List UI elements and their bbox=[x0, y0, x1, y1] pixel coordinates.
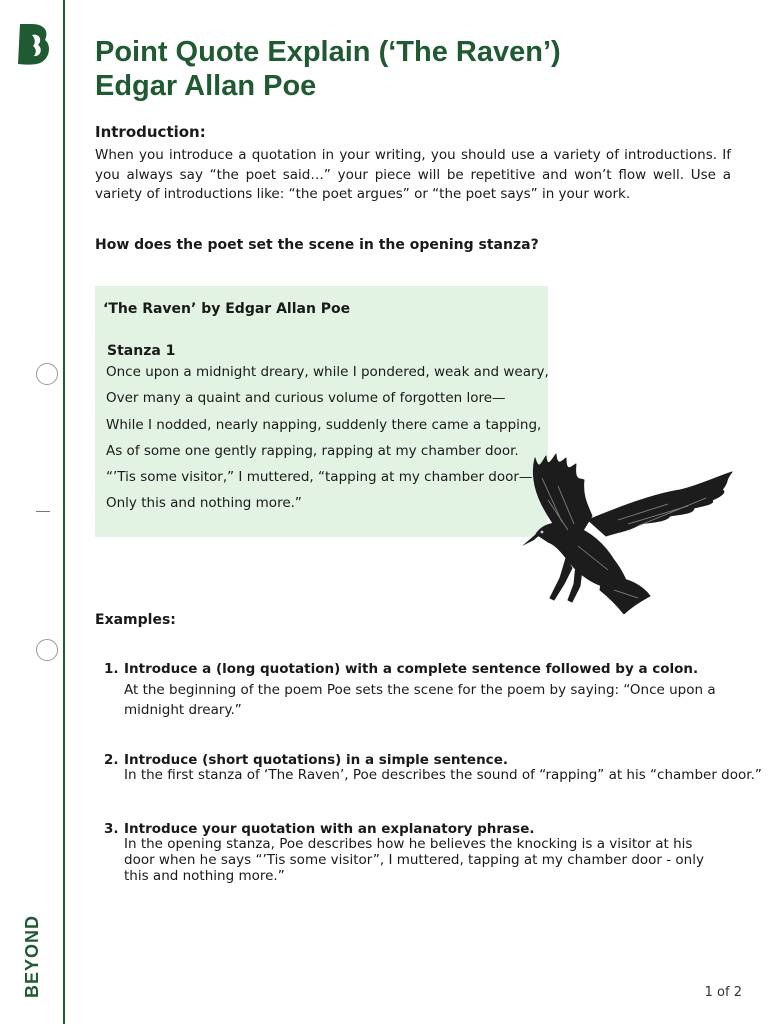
example-heading: Introduce (short quotations) in a simple sentence. bbox=[124, 752, 508, 768]
poem-line: Once upon a midnight dreary, while I pondered, weak and weary, bbox=[106, 364, 549, 380]
poem-line: Over many a quaint and curious volume of forgotten lore— bbox=[106, 390, 506, 407]
binder-hole-top bbox=[36, 363, 58, 385]
poem-title: ‘The Raven’ by Edgar Allan Poe bbox=[103, 301, 351, 317]
page-title: Point Quote Explain (‘The Raven’) bbox=[95, 36, 561, 68]
beyond-logo-icon bbox=[14, 22, 52, 66]
margin-line bbox=[63, 0, 65, 1024]
example-body: In the opening stanza, Poe describes how he believes the knocking is a visitor at his door when he says “’Tis some visitor”, I muttered, tapping at my chamber door - only this and nothing more.” bbox=[124, 836, 704, 884]
examples-heading: Examples: bbox=[95, 612, 176, 628]
poem-line: “’Tis some visitor,” I muttered, “tapping at my chamber door— bbox=[106, 469, 533, 486]
example-number: 3. bbox=[104, 821, 119, 837]
example-heading: Introduce a (long quotation) with a complete sentence followed by a colon. bbox=[124, 661, 699, 677]
poem-line: While I nodded, nearly napping, suddenly there came a tapping, bbox=[106, 416, 542, 433]
example-heading: Introduce your quotation with an explanatory phrase. bbox=[124, 821, 535, 837]
intro-heading: Introduction: bbox=[95, 123, 206, 141]
page-number: 1 of 2 bbox=[704, 985, 742, 1000]
poem-lines bbox=[106, 362, 549, 520]
fold-mark bbox=[36, 511, 50, 512]
side-brand-text: BEYOND bbox=[22, 914, 42, 998]
binder-hole-bottom bbox=[36, 639, 58, 661]
example-body: In the first stanza of ‘The Raven’, Poe describes the sound of “rapping” at his “chamber door.” bbox=[124, 767, 762, 783]
poem-line: As of some one gently rapping, rapping at my chamber door. bbox=[106, 442, 519, 459]
stanza-label: Stanza 1 bbox=[107, 343, 176, 359]
example-number: 2. bbox=[104, 752, 119, 768]
raven-illustration bbox=[518, 450, 734, 614]
page-subtitle: Edgar Allan Poe bbox=[95, 70, 317, 102]
example-number: 1. bbox=[104, 661, 119, 677]
question-text: How does the poet set the scene in the opening stanza? bbox=[95, 237, 539, 253]
poem-box bbox=[95, 286, 548, 537]
example-body: At the beginning of the poem Poe sets the scene for the poem by saying: “Once upon a midnight dreary.” bbox=[124, 682, 716, 718]
poem-line: Only this and nothing more.” bbox=[106, 495, 302, 512]
intro-text: When you introduce a quotation in your writing, you should use a variety of introductions. If you always say “the poet said…” your piece will be repetitive and won’t flow well. Use a variety of introductions like: “the poet argues” or “the poet says” in your work. bbox=[95, 147, 731, 202]
